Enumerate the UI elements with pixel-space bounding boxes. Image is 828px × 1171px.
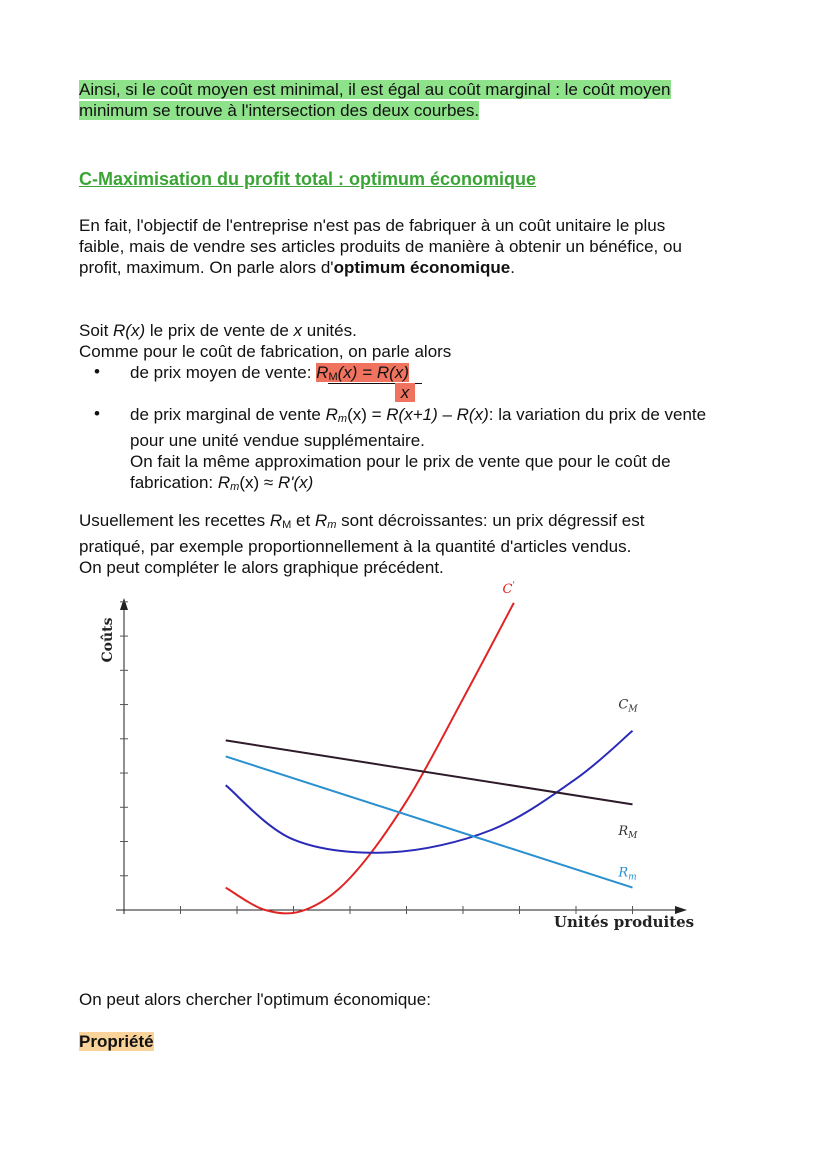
p3-text-b: et xyxy=(291,511,315,530)
bullet-2: • xyxy=(94,404,100,423)
b1-denominator: x xyxy=(395,383,415,402)
b2-line-4-c: R'(x) xyxy=(277,473,314,492)
b2-minus: – xyxy=(437,405,457,424)
paragraph-objective xyxy=(79,215,682,278)
chart-labels xyxy=(503,581,639,882)
label-C_M: $C_M$ xyxy=(618,697,638,715)
paragraph-recettes xyxy=(79,510,644,578)
para1-line-2: faible, mais de vendre ses articles produits de manière à obtenir un bénéfice, ou xyxy=(79,237,682,256)
bullet-2-content xyxy=(130,404,706,498)
paragraph-definition xyxy=(79,320,451,362)
p3-r2: R xyxy=(314,511,328,530)
chart-curves xyxy=(226,603,633,914)
b1-text: de prix moyen de vente: xyxy=(130,363,317,382)
b2-line-4-r: R xyxy=(217,473,231,492)
soit-text-b: le prix de vente de xyxy=(145,321,294,340)
intro-text xyxy=(79,79,675,121)
b2-line-4-a: fabrication: xyxy=(130,473,218,492)
p3-text-c: sont décroissantes: un prix dégressif est xyxy=(336,511,645,530)
bullet-1: • xyxy=(94,362,100,381)
b2-r: R xyxy=(325,405,338,424)
optimum-term: optimum économique xyxy=(333,258,511,277)
soit-r: R(x) xyxy=(113,321,146,340)
y-axis-arrow xyxy=(120,598,128,610)
bullet-1-content xyxy=(130,362,409,388)
para1-line-1: En fait, l'objectif de l'entreprise n'est pas de fabriquer à un coût unitaire le plus xyxy=(79,216,666,235)
property-label xyxy=(79,1031,154,1052)
b2-line-3: On fait la même approximation pour le prix de vente que pour le coût de xyxy=(130,452,671,471)
b2-line-4-b: (x) ≈ xyxy=(239,473,278,492)
para1-line-3-end: . xyxy=(510,258,515,277)
paragraph-optimum: On peut alors chercher l'optimum économique: xyxy=(79,990,431,1009)
y-axis-label: Coûts xyxy=(100,617,116,663)
p3-r1: R xyxy=(269,511,283,530)
chart-axes xyxy=(116,598,687,914)
curve-R_M xyxy=(226,740,633,804)
cost-revenue-chart xyxy=(95,581,705,935)
property-label-text: Propriété xyxy=(79,1032,154,1051)
b2-sub: m xyxy=(337,413,348,425)
x-axis-label: Unités produites xyxy=(553,913,695,931)
b2-rx: R(x) xyxy=(456,405,489,424)
intro-line-2: minimum se trouve à l'intersection des deux courbes. xyxy=(79,101,480,120)
label-R_M: $R_M$ xyxy=(618,823,638,841)
b2-text-a: de prix marginal de vente xyxy=(130,405,326,424)
soit-text-c: unités. xyxy=(302,321,357,340)
curve-Cprime xyxy=(226,603,514,914)
soit-text-a: Soit xyxy=(79,321,114,340)
para1-line-3-start: profit, maximum. On parle alors d' xyxy=(79,258,334,277)
p3-text-a: Usuellement les recettes xyxy=(79,511,270,530)
p3-line-3: On peut compléter le alors graphique précédent. xyxy=(79,558,444,577)
b1-r: R xyxy=(316,363,329,382)
comme-text: Comme pour le coût de fabrication, on parle alors xyxy=(79,342,452,361)
b2-text-f: : la variation du prix de vente xyxy=(488,405,707,424)
b2-rx1: R(x+1) xyxy=(386,405,438,424)
label-Cprime: C' xyxy=(502,581,515,598)
b1-formula-rest: (x) = R(x) xyxy=(337,363,409,382)
p3-line-2: pratiqué, par exemple proportionnellement à la quantité d'articles vendus. xyxy=(79,537,632,556)
b2-text-b: (x) = xyxy=(347,405,387,424)
intro-line-1: Ainsi, si le coût moyen est minimal, il est égal au coût marginal : le coût moyen xyxy=(79,80,671,99)
b1-sub: M xyxy=(328,371,338,383)
section-title: C-Maximisation du profit total : optimum économique xyxy=(79,169,536,189)
b1-formula xyxy=(316,363,409,382)
soit-x: x xyxy=(293,321,303,340)
b2-line-2: pour une unité vendue supplémentaire. xyxy=(130,431,425,450)
p3-sub2: m xyxy=(327,519,337,531)
label-R_m: $R_m$ xyxy=(618,865,637,883)
b2-line-4-sub: m xyxy=(230,481,240,493)
curve-R_m xyxy=(226,756,633,887)
p3-sub1: M xyxy=(282,519,292,531)
